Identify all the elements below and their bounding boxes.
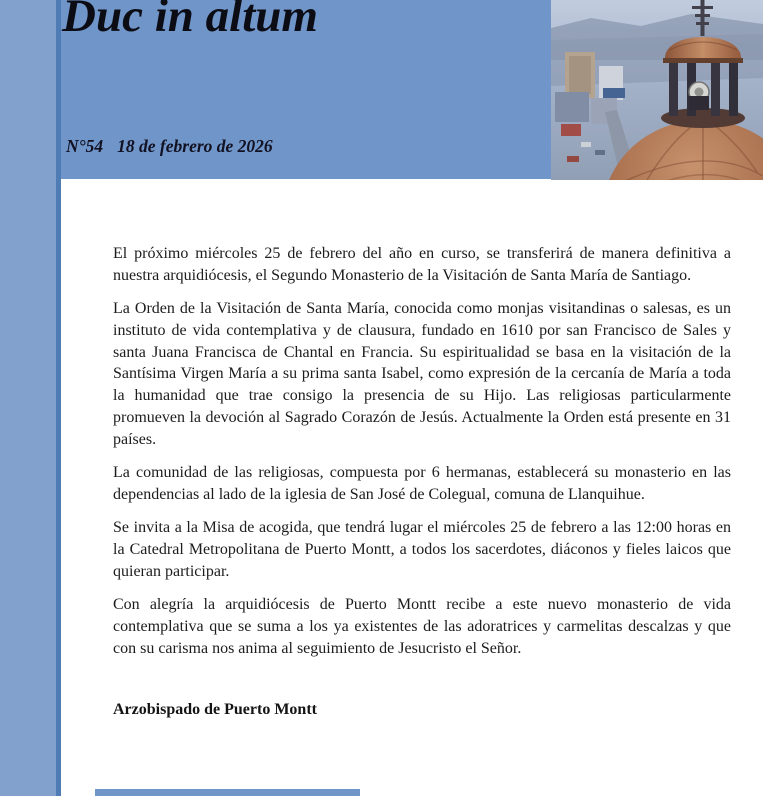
paragraph: Se invita a la Misa de acogida, que tendrá lugar el miércoles 25 de febrero a las 12:00 horas en la Catedral Metropolitana de Puerto Montt, a todos los sacerdotes, diáconos y fieles laicos que quieran participar. (113, 519, 731, 580)
signature-line: Arzobispado de Puerto Montt (113, 700, 317, 718)
issue-date: 18 de febrero de 2026 (117, 136, 273, 156)
left-blue-sidebar (0, 0, 56, 796)
paragraph: Con alegría la arquidiócesis de Puerto Montt recibe a este nuevo monasterio de vida contemplativa que se suma a los ya existentes de las adoratrices y carmelitas descalzas y que con su carisma nos anima al seguimiento de Jesucristo el Señor. (113, 596, 731, 657)
issue-number: N°54 (66, 136, 104, 156)
article-body (113, 243, 731, 720)
newsletter-title: Duc in altum (62, 0, 318, 42)
cathedral-dome-illustration (551, 0, 763, 180)
issue-line (66, 136, 273, 157)
paragraph: El próximo miércoles 25 de febrero del año en curso, se transferirá de manera definitiva a nuestra arquidiócesis, el Segundo Monasterio de la Visitación de Santa María de Santiago. (113, 245, 731, 284)
cathedral-dome-photo (551, 0, 763, 180)
paragraph: La comunidad de las religiosas, compuesta por 6 hermanas, establecerá su monasterio en las dependencias al lado de la iglesia de San José de Colegual, comuna de Llanquihue. (113, 464, 731, 503)
footer-band (95, 789, 360, 796)
paragraph: La Orden de la Visitación de Santa María, conocida como monjas visitandinas o salesas, es un instituto de vida contemplativa y de clausura, fundado en 1610 por san Francisco de Sales y santa Juana Francisca de Chantal en Francia. Su espiritualidad se basa en la visitación de la Santísima Virgen María a su prima santa Isabel, como expresión de la cercanía de María a toda la humanidad que trae consigo la presencia de su Hijo. Las religiosas particularmente promueven la devoción al Sagrado Corazón de Jesús. Actualmente la Orden está presente en 31 países. (113, 300, 731, 448)
